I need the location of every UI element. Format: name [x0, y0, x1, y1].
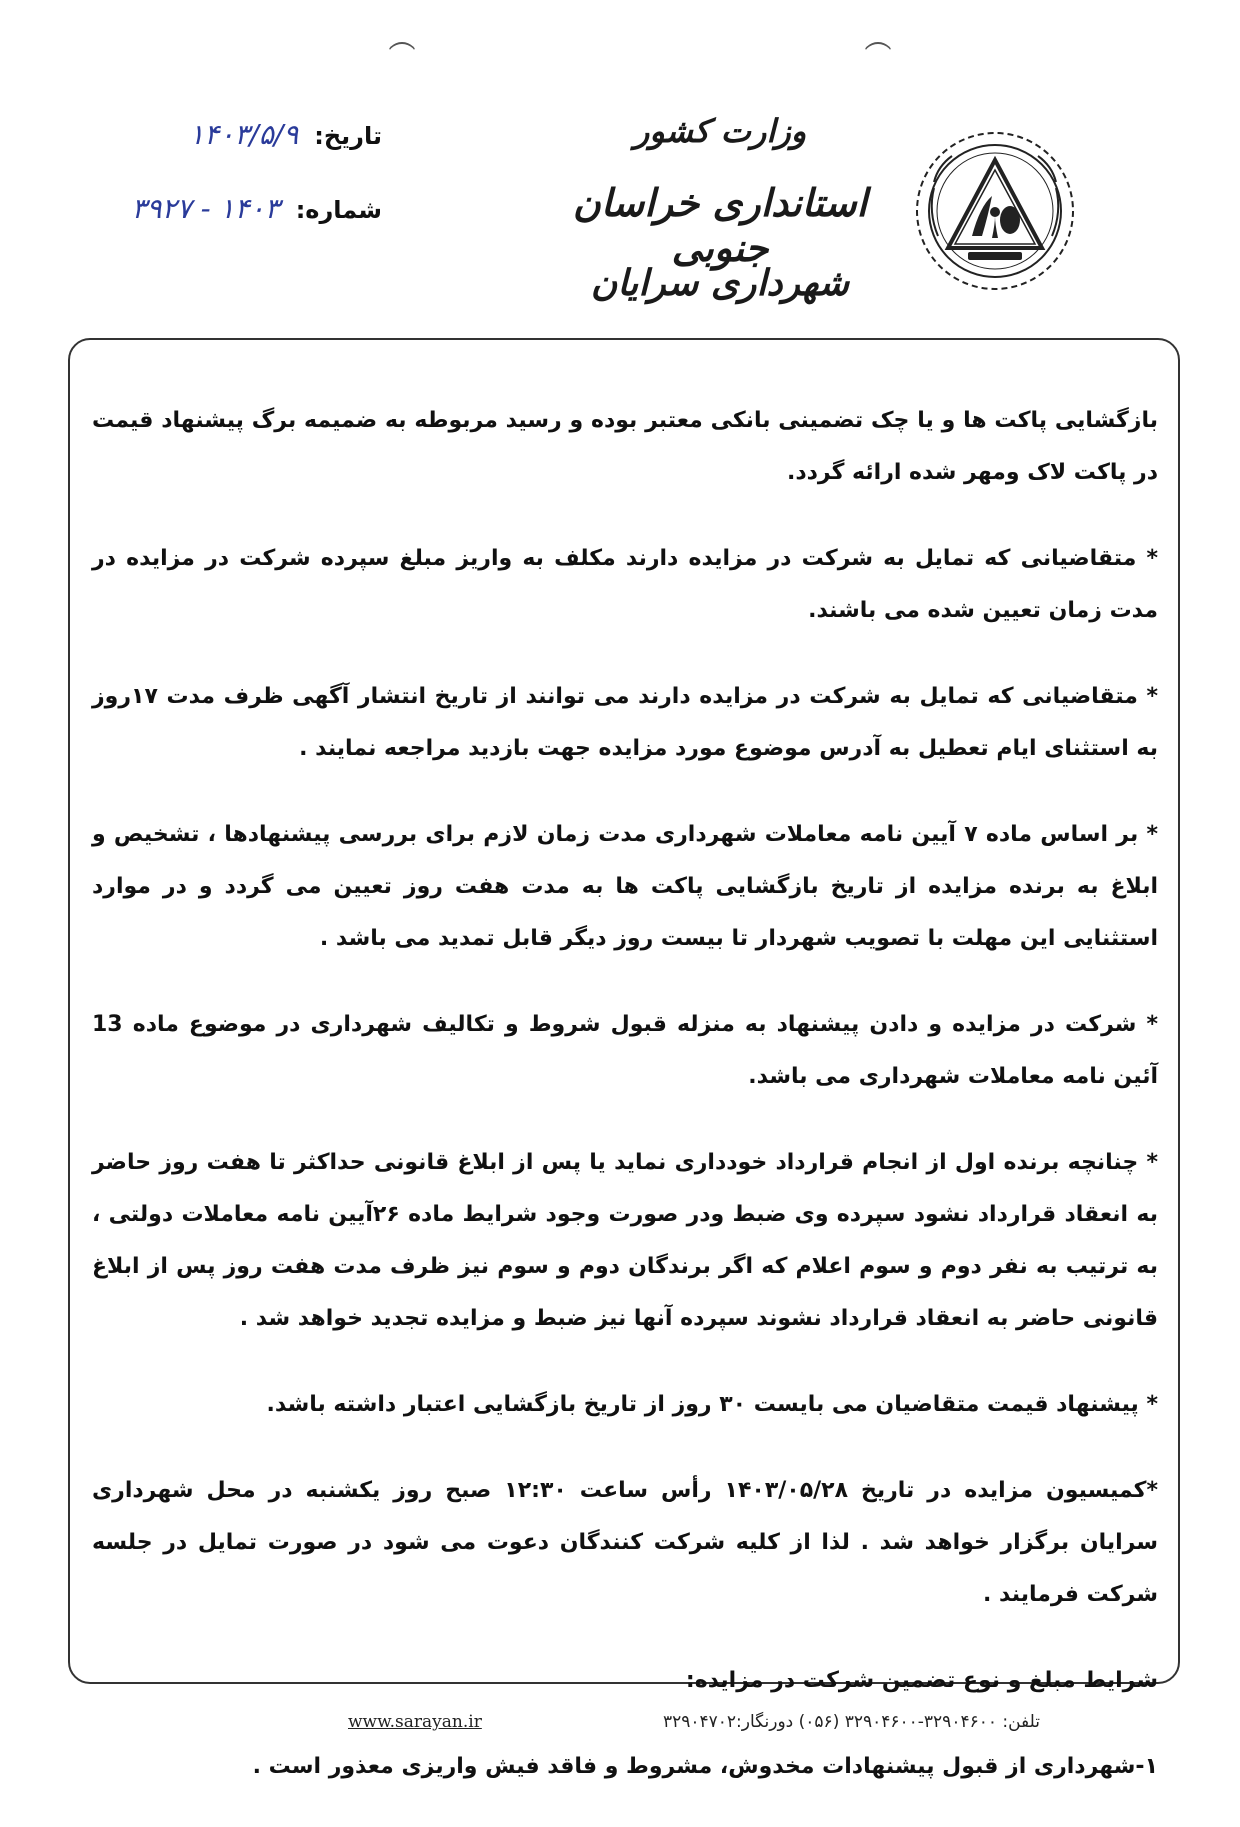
date-value: ۱۴۰۳/۵/۹: [189, 118, 299, 151]
body-paragraph: * شرکت در مزایده و دادن پیشنهاد به منزله قبول شروط و تکالیف شهرداری در موضوع ماده 13 آئین نامه معاملات شهرداری می باشد.: [92, 1012, 1158, 1089]
date-row: [189, 118, 382, 151]
condition-item: ۱-شهرداری از قبول پیشنهادات مخدوش، مشروط و فاقد فیش واریزی معذور است .: [252, 1754, 1158, 1779]
body-paragraph: بازگشایی پاکت ها و یا چک تضمینی بانکی معتبر بوده و رسید مربوطه به ضمیمه برگ پیشنهاد قیمت در پاکت لاک ومهر شده ارائه گردد.: [92, 408, 1158, 485]
body-paragraph: *کمیسیون مزایده در تاریخ ۱۴۰۳/۰۵/۲۸ رأس ساعت ۱۲:۳۰ صبح روز یکشنبه در محل شهرداری سرایان برگزار خواهد شد . لذا از کلیه شرکت کنندگان دعوت می شود در صورت تمایل در جلسه شرکت فرمایند .: [92, 1478, 1158, 1607]
letter-number-value: ۱۴۰۳ - ۳۹۲۷: [131, 192, 280, 225]
ministry-title: وزارت کشور: [633, 112, 807, 150]
date-label: تاریخ:: [314, 122, 382, 150]
punch-hole-mark: [862, 42, 894, 74]
body-paragraph: * پیشنهاد قیمت متقاضیان می بایست ۳۰ روز از تاریخ بازگشایی اعتبار داشته باشد.: [266, 1392, 1158, 1417]
letter-number-row: [131, 192, 382, 225]
municipality-emblem-icon: [912, 128, 1078, 294]
website-link[interactable]: www.sarayan.ir: [348, 1712, 482, 1732]
body-paragraph: * متقاضیانی که تمایل به شرکت در مزایده دارند مکلف به واریز مبلغ سپرده شرکت در مزایده در مدت زمان تعیین شده می باشند.: [92, 546, 1158, 623]
letter-body: [92, 395, 1158, 1827]
body-paragraph: * بر اساس ماده ۷ آیین نامه معاملات شهرداری مدت زمان لازم برای بررسی پیشنهادها ، تشخیص و ابلاغ به برنده مزایده از تاریخ بازگشایی پاکت ها به مدت هفت روز تعیین می گردد و در موارد استثنایی این مهلت با تصویب شهردار تا بیست روز دیگر قابل تمدید می باشد .: [92, 822, 1158, 951]
municipality-title: شهرداری سرایان: [590, 262, 850, 304]
letter-number-label: شماره:: [295, 196, 382, 224]
punch-hole-mark: [386, 42, 418, 74]
governorate-title: استانداری خراسان جنوبی: [572, 180, 868, 270]
body-paragraph: * متقاضیانی که تمایل به شرکت در مزایده دارند می توانند از تاریخ انتشار آگهی ظرف مدت ۱۷روز به استثنای ایام تعطیل به آدرس موضوع مورد مزایده جهت بازدید مراجعه نمایند .: [92, 684, 1158, 761]
conditions-heading: شرایط مبلغ و نوع تضمین شرکت در مزایده:: [685, 1668, 1158, 1693]
body-paragraph: * چنانچه برنده اول از انجام قرارداد خودداری نماید یا پس از ابلاغ قانونی حداکثر تا هفت روز حاضر به انعقاد قرارداد نشود سپرده وی ضبط ودر صورت وجود شرایط ماده ۲۶آیین نامه معاملات دولتی ، به ترتیب به نفر دوم و سوم اعلام که اگر برندگان دوم و سوم نیز ظرف مدت هفت روز پس از ابلاغ قانونی حاضر به انعقاد قرارداد نشوند سپرده آنها نیز ضبط و مزایده تجدید خواهد شد .: [92, 1150, 1158, 1331]
contact-phone: تلفن: ۳۲۹۰۴۶۰۰-۳۲۹۰۴۶۰۰ (۰۵۶) دورنگار:۳۲۹۰۴۷۰۲: [662, 1712, 1040, 1732]
footer: [340, 1712, 1040, 1742]
